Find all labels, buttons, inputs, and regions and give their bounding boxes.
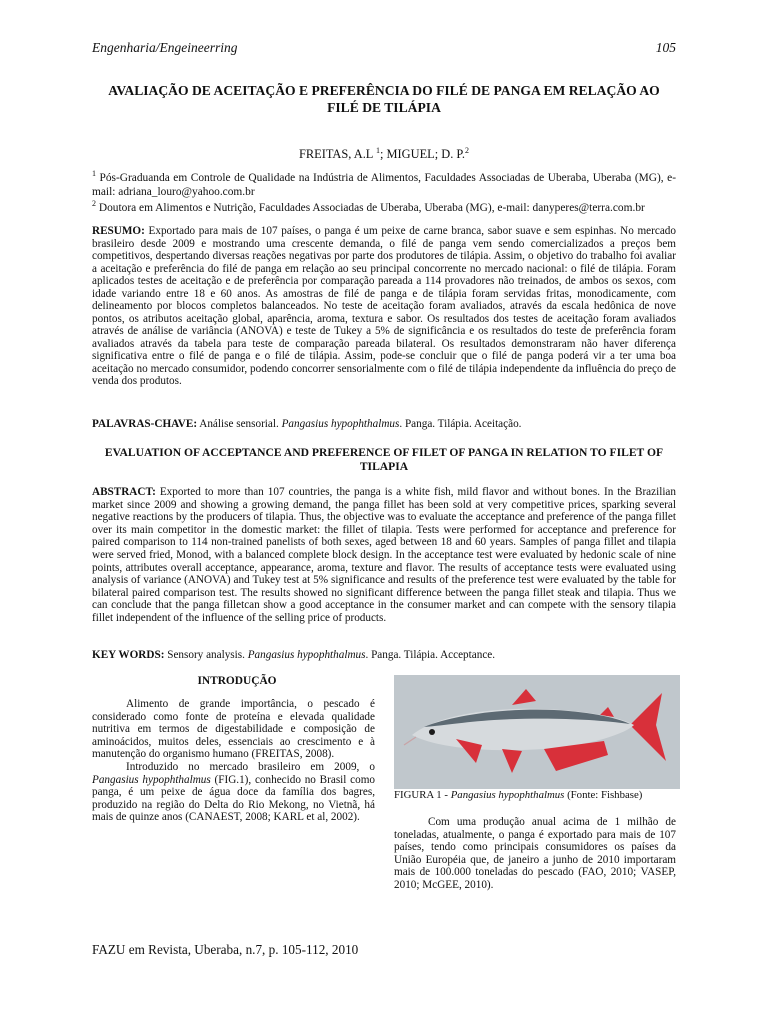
- palavras-chave-line: [92, 418, 676, 431]
- affiliation-1-text: Pós-Graduanda em Controle de Qualidade na Indústria de Alimentos, Faculdades Associadas de Uberaba, Uberaba (MG), e-mail: adriana_louro@yahoo.com.br: [92, 171, 676, 199]
- palavras-chave-label: PALAVRAS-CHAVE:: [92, 418, 198, 430]
- intro-p2-before: Introduzido no mercado brasileiro em 2009, o: [126, 760, 375, 773]
- fish-illustration: [394, 675, 680, 789]
- intro-p2-after: (FIG.1), conhecido no Brasil como panga, é um peixe de água doce da família dos bagres, produzido na região do Delta do Rio Mekong, no Vietnã, há mais de quinze anos (CANAEST, 2008; KARL et al, 2002).: [92, 773, 376, 824]
- resumo-text: Exportado para mais de 107 países, o panga é um peixe de carne branca, sabor suave e sem espinhas. No mercado brasileiro desde 2009 e mostrando uma crescente demanda, o filé de panga vem sendo comercializados a preços bem competitivos, despertando diversas reações negativas por parte dos produtores de tilápia. Assim, o objetivo do trabalho foi avaliar a aceitação e preferência do filé de panga em relação ao seu principal concorrente no mercado nacional: o filé de tilápia. Foram aplicados testes de aceitação e de preferência por comparação pareada a 114 provadores não treinados, de ambos os sexos, com idade variando entre 18 e 60 anos. As amostras de filé de panga e de tilápia foram servidas fritas, monodicamente, com delineamento por blocos completos balanceados. No teste de aceitação foram avaliados, através da escala hedônica de nove pontos, os atributos aceitação global, aparência, aroma, textura e sabor. Os resultados dos testes de aceitação foram avaliados através de análise de variância (ANOVA) e teste de Tukey a 5% de significância e os resultados do teste de preferência foram avaliados através da tabela para teste de comparação pareada bilateral. Os resultados demonstraram não haver diferença significativa entre o filé de panga e o filé de tilápia. Assim, pode-se concluir que o filé de panga poderá vir a ter uma boa aceitação no mercado consumidor, podendo concorrer sensorialmente com o filé de tilápia independente da influência do preço de venda dos produtos.: [92, 225, 676, 387]
- introducao-left-column: [92, 698, 375, 824]
- intro-paragraph-1: Alimento de grande importância, o pescado é considerado como fonte de proteína e elevada qualidade nutritiva em termos de digestabilidade e composição de aminoácidos, muitos deles, essenciais ao crescimento e à manutenção do organismo humano (FREITAS, 2008).: [92, 698, 375, 761]
- section-heading-introducao: INTRODUÇÃO: [197, 675, 277, 687]
- affiliation-2-text: Doutora em Alimentos e Nutrição, Faculdades Associadas de Uberaba, Uberaba (MG), e-mail: danyperes@terra.com.br: [96, 201, 645, 214]
- figure-1-fish-photo: [394, 675, 680, 789]
- keywords-before: Sensory analysis.: [164, 649, 248, 661]
- palavras-chave-before: Análise sensorial.: [197, 418, 282, 430]
- palavras-chave-species: Pangasius hypophthalmus: [281, 418, 400, 430]
- abstract-text: Exported to more than 107 countries, the panga is a white fish, mild flavor and without bones. In the Brazilian market since 2009 and showing a growing demand, the panga fillet has been sold at very competitive prices, sparking several negative reactions by the producers of tilapia. Thus, the objective was to evaluate the acceptance and preference of the panga fillet over its main competitor in the domestic market: the fillet of tilapia. Tests were performed for acceptance and preference for paired comparison to 114 non-trained panelists of both sexes, aged between 18 and 60 years. Samples of panga fillet and tilapia were served fried, Monod, with a balanced complete block design. In the acceptance test were evaluated by hedonic scale of nine points, attributes overall acceptance, appearance, aroma, texture and flavor. The results of acceptance tests were evaluated using analysis of variance (ANOVA) and Tukey test at 5% significance and results of the preference test were evaluated by the table for bilateral paired comparison test. The results showed no significant difference between the panga fillet steak and tilapia. Thus we can conclude that the panga filletcan show a good acceptance in the consumer market and can compete with the sensory tilapia fillet independent of the influence of the selling price of products.: [92, 486, 676, 624]
- author-1: FREITAS, A.L: [298, 147, 376, 162]
- affiliation-2: [92, 197, 676, 215]
- intro-paragraph-3: Com uma produção anual acima de 1 milhão de toneladas, atualmente, o panga é exportado para mais de 107 países, tendo como principais consumidores os países da União Européia que, de janeiro a junho de 2010 importaram mais de 100.000 toneladas do pescado (FAO, 2010; VASEP, 2010; McGEE, 2010).: [394, 816, 676, 891]
- running-header-page-number: 105: [655, 40, 676, 55]
- figure-caption-after: (Fonte: Fishbase): [564, 789, 643, 801]
- figure-1-caption: [394, 789, 684, 801]
- author-2-affiliation-mark: 2: [465, 146, 470, 155]
- introducao-right-column: [394, 816, 676, 892]
- affiliation-2-mark: 2: [92, 199, 96, 208]
- keywords-species: Pangasius hypophthalmus: [247, 649, 366, 661]
- page-footer: FAZU em Revista, Uberaba, n.7, p. 105-112, 2010: [92, 942, 359, 957]
- abstract-label: ABSTRACT:: [92, 486, 156, 498]
- abstract-paragraph: [92, 486, 676, 625]
- authors-line: [92, 146, 676, 162]
- palavras-chave-after: . Panga. Tilápia. Aceitação.: [399, 418, 522, 430]
- author-1-affiliation-mark: 1: [376, 146, 380, 155]
- keywords-label: KEY WORDS:: [92, 649, 165, 661]
- author-2: ; MIGUEL; D. P.: [380, 147, 466, 162]
- running-header-journal: Engenharia/Engeineerring: [92, 40, 238, 55]
- intro-paragraph-2: [92, 761, 375, 824]
- resumo-paragraph: [92, 225, 676, 388]
- paper-title-en: EVALUATION OF ACCEPTANCE AND PREFERENCE OF FILET OF PANGA IN RELATION TO FILET OF TILAPIA: [104, 446, 664, 473]
- resumo-label: RESUMO:: [92, 225, 145, 237]
- keywords-line: [92, 649, 676, 662]
- keywords-after: . Panga. Tilápia. Acceptance.: [365, 649, 496, 661]
- paper-title-pt: AVALIAÇÃO DE ACEITAÇÃO E PREFERÊNCIA DO FILÉ DE PANGA EM RELAÇÃO AO FILÉ DE TILÁPIA: [108, 83, 660, 115]
- intro-p2-species: Pangasius hypophthalmus: [92, 773, 211, 786]
- affiliation-1-mark: 1: [92, 169, 96, 178]
- figure-caption-species: Pangasius hypophthalmus: [450, 789, 565, 801]
- fish-eye: [429, 729, 435, 735]
- figure-caption-before: FIGURA 1 -: [394, 789, 451, 801]
- affiliation-1: [92, 167, 676, 200]
